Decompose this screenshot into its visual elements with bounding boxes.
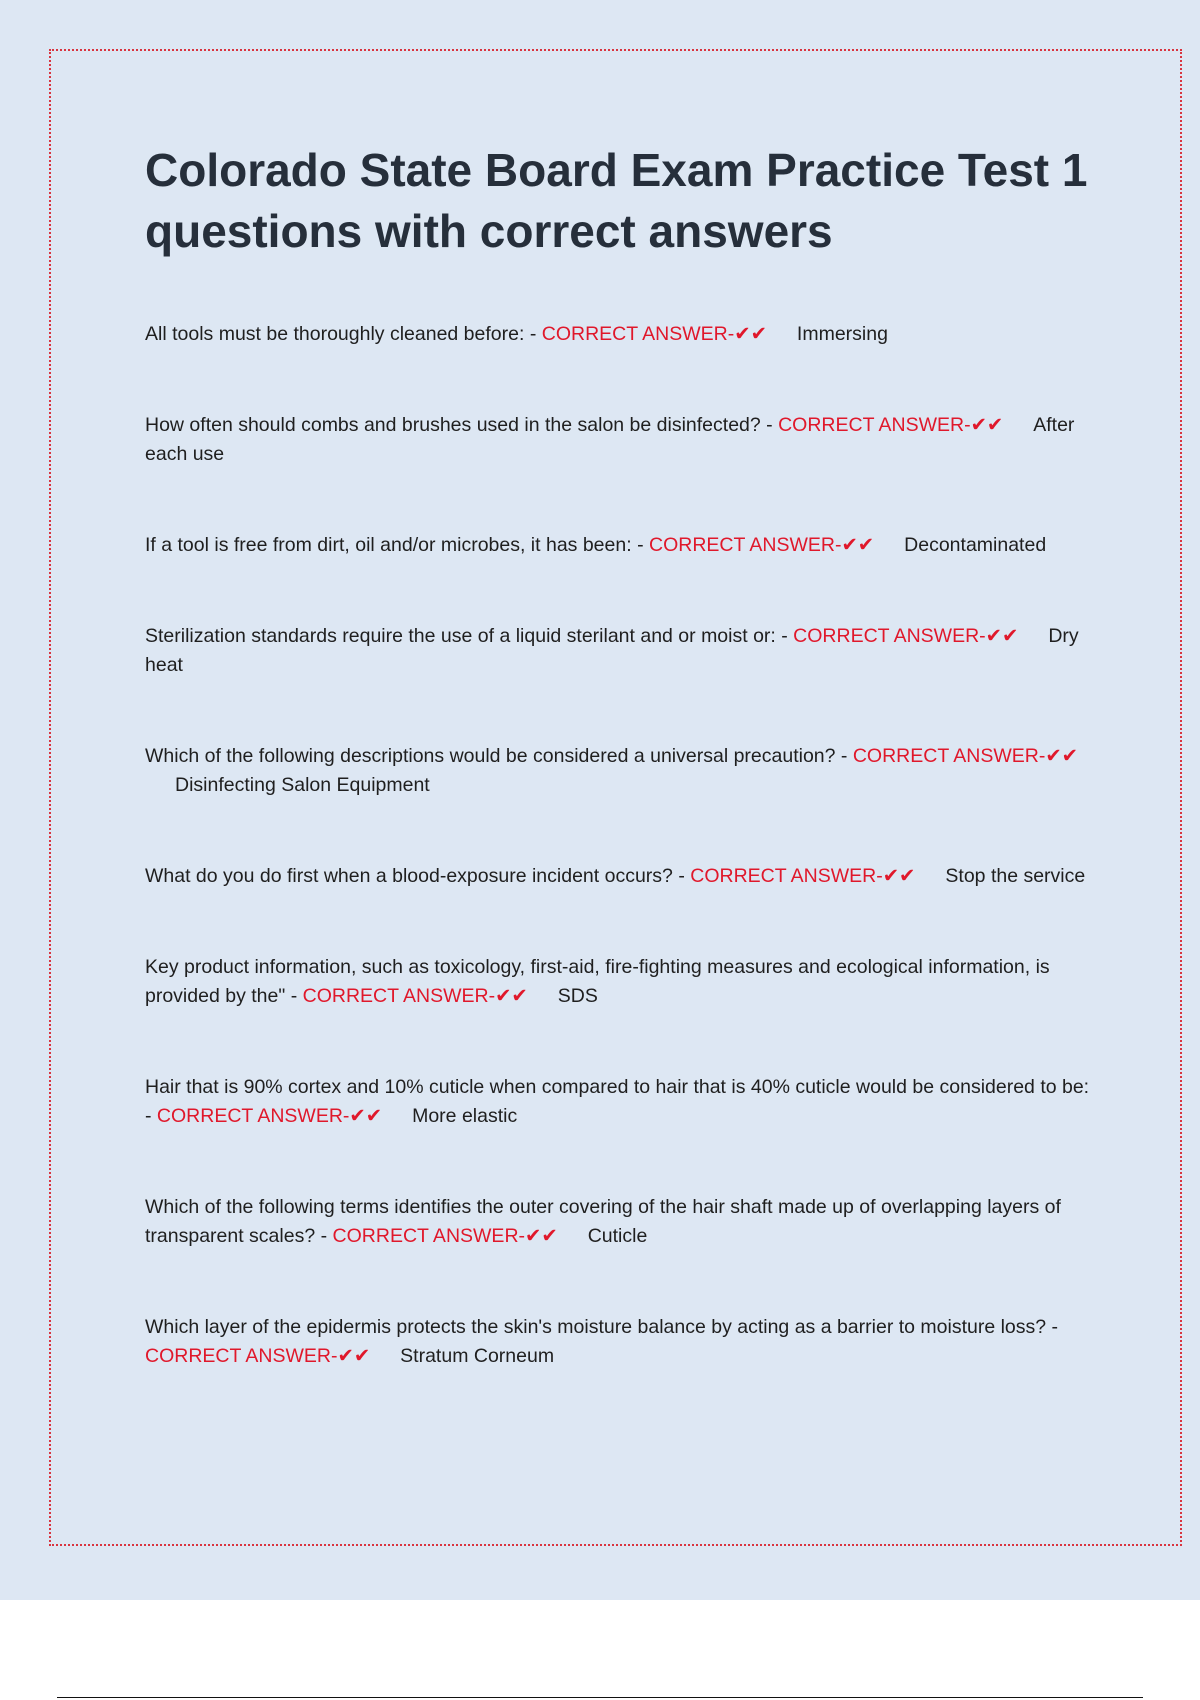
separator: - bbox=[290, 985, 298, 1007]
answer-text: Stratum Corneum bbox=[400, 1345, 555, 1367]
separator: - bbox=[145, 1105, 152, 1127]
correct-answer-label: CORRECT ANSWER-✔✔ bbox=[690, 865, 916, 887]
qa-item bbox=[145, 1193, 1095, 1251]
question-text: Key product information, such as toxicology, first-aid, fire-fighting measures and ecological information, is provided by the" bbox=[145, 956, 1050, 1007]
question-text: Which of the following terms identifies the outer covering of the hair shaft made up of overlapping layers of transparent scales? bbox=[145, 1196, 1061, 1247]
qa-list bbox=[145, 320, 1095, 1371]
correct-answer-label: CORRECT ANSWER-✔✔ bbox=[778, 414, 1004, 436]
question-text: All tools must be thoroughly cleaned before: bbox=[145, 323, 525, 345]
answer-text: Dry heat bbox=[145, 625, 1079, 676]
correct-answer-label: CORRECT ANSWER-✔✔ bbox=[145, 1345, 371, 1367]
question-text: If a tool is free from dirt, oil and/or microbes, it has been: bbox=[145, 534, 632, 556]
question-text: Sterilization standards require the use of a liquid sterilant and or moist or: bbox=[145, 625, 776, 647]
separator: - bbox=[529, 323, 537, 345]
answer-text: After each use bbox=[145, 414, 1075, 465]
question-text: What do you do first when a blood-exposure incident occurs? bbox=[145, 865, 673, 887]
separator: - bbox=[637, 534, 644, 556]
correct-answer-label: CORRECT ANSWER-✔✔ bbox=[541, 323, 767, 345]
separator: - bbox=[766, 414, 773, 436]
answer-text: More elastic bbox=[412, 1105, 518, 1127]
separator: - bbox=[320, 1225, 328, 1247]
correct-answer-label: CORRECT ANSWER-✔✔ bbox=[332, 1225, 558, 1247]
answer-text: Decontaminated bbox=[904, 534, 1047, 556]
question-text: Which of the following descriptions would be considered a universal precaution? bbox=[145, 745, 836, 767]
document-body bbox=[145, 140, 1095, 1433]
page-title: Colorado State Board Exam Practice Test 1 questions with correct answers bbox=[145, 144, 1088, 257]
qa-item bbox=[145, 531, 1095, 560]
qa-item bbox=[145, 953, 1095, 1011]
qa-item bbox=[145, 742, 1095, 800]
qa-item bbox=[145, 1073, 1095, 1131]
separator: - bbox=[781, 625, 788, 647]
separator: - bbox=[1051, 1316, 1059, 1338]
correct-answer-label: CORRECT ANSWER-✔✔ bbox=[852, 745, 1078, 767]
answer-text: Immersing bbox=[796, 323, 888, 345]
qa-item bbox=[145, 411, 1095, 469]
qa-item bbox=[145, 622, 1095, 680]
correct-answer-label: CORRECT ANSWER-✔✔ bbox=[793, 625, 1019, 647]
correct-answer-label: CORRECT ANSWER-✔✔ bbox=[648, 534, 875, 556]
question-text: Hair that is 90% cortex and 10% cuticle when compared to hair that is 40% cuticle would be considered to be: bbox=[145, 1076, 1090, 1098]
answer-text: SDS bbox=[557, 985, 598, 1007]
separator: - bbox=[678, 865, 685, 887]
footer-divider bbox=[57, 1697, 1143, 1698]
separator: - bbox=[840, 745, 848, 767]
answer-text: Stop the service bbox=[945, 865, 1086, 887]
correct-answer-label: CORRECT ANSWER-✔✔ bbox=[302, 985, 528, 1007]
question-text: Which layer of the epidermis protects the skin's moisture balance by acting as a barrier to moisture loss? bbox=[145, 1316, 1047, 1338]
answer-text: Cuticle bbox=[587, 1225, 648, 1247]
answer-text: Disinfecting Salon Equipment bbox=[175, 774, 430, 796]
question-text: How often should combs and brushes used in the salon be disinfected? bbox=[145, 414, 761, 436]
qa-item bbox=[145, 1313, 1095, 1371]
qa-item bbox=[145, 862, 1095, 891]
qa-item bbox=[145, 320, 1095, 349]
correct-answer-label: CORRECT ANSWER-✔✔ bbox=[156, 1105, 383, 1127]
